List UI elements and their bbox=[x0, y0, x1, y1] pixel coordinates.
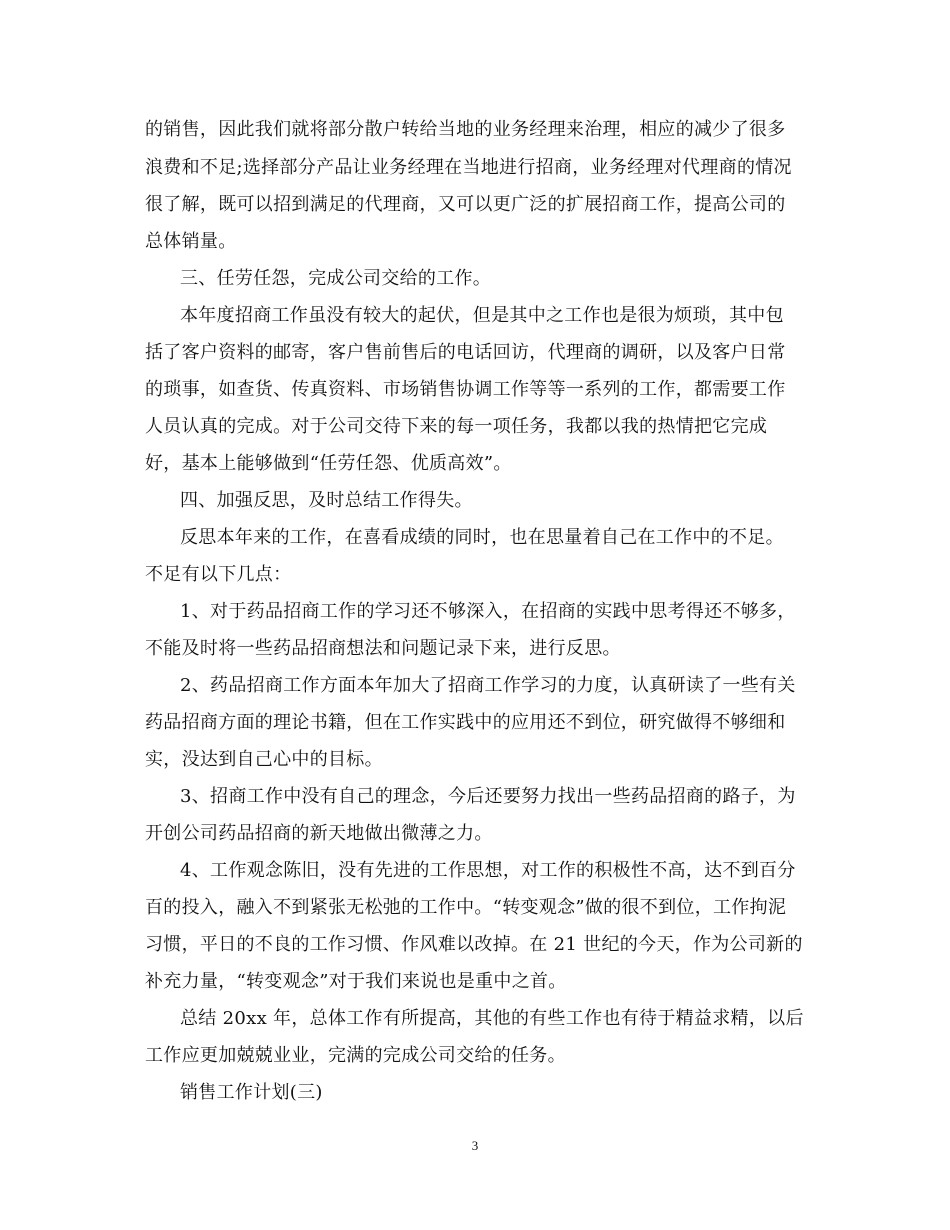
text-line: 人员认真的完成。对于公司交待下来的每一项任务，我都以我的热情把它完成 bbox=[145, 416, 768, 437]
text-line: 浪费和不足;选择部分产品让业务经理在当地进行招商，业务经理对代理商的情况 bbox=[145, 157, 792, 178]
text-line: 工作应更加兢兢业业，完满的完成公司交给的任务。 bbox=[145, 1045, 566, 1066]
text-line: 的琐事，如查货、传真资料、市场销售协调工作等等一系列的工作，都需要工作 bbox=[145, 379, 786, 400]
text-line: 反思本年来的工作，在喜看成绩的同时，也在思量着自己在工作中的不足。 bbox=[180, 527, 784, 548]
list-item-1: 1、对于药品招商工作的学习还不够深入，在招商的实践中思考得还不够多， bbox=[180, 601, 796, 622]
list-item-3: 3、招商工作中没有自己的理念，今后还要努力找出一些药品招商的路子，为 bbox=[180, 786, 796, 807]
text-line: 总结 20xx 年，总体工作有所提高，其他的有些工作也有待于精益求精，以后 bbox=[180, 1008, 804, 1029]
section-heading: 三、任劳任怨，完成公司交给的工作。 bbox=[180, 268, 492, 289]
text-line: 不能及时将一些药品招商想法和问题记录下来，进行反思。 bbox=[145, 638, 621, 659]
text-line: 习惯，平日的不良的工作习惯、作风难以改掉。在 21 世纪的今天，作为公司新的 bbox=[145, 934, 803, 955]
text-line: 括了客户资料的邮寄，客户售前售后的电话回访，代理商的调研，以及客户日常 bbox=[145, 342, 786, 363]
text-line: 的销售，因此我们就将部分散户转给当地的业务经理来治理，相应的减少了很多 bbox=[145, 119, 786, 140]
text-line: 本年度招商工作虽没有较大的起伏，但是其中之工作也是很为烦琐，其中包 bbox=[180, 305, 784, 326]
text-line: 实，没达到自己心中的目标。 bbox=[145, 749, 383, 770]
text-line: 总体销量。 bbox=[145, 231, 237, 252]
text-line: 不足有以下几点： bbox=[145, 564, 292, 585]
section-heading: 销售工作计划(三) bbox=[180, 1082, 323, 1103]
text-line: 百的投入，融入不到紧张无松弛的工作中。“转变观念”做的很不到位，工作拘泥 bbox=[145, 897, 787, 918]
text-line: 好，基本上能够做到“任劳任怨、优质高效”。 bbox=[145, 453, 512, 474]
section-heading: 四、加强反思，及时总结工作得失。 bbox=[180, 490, 473, 511]
list-item-2: 2、药品招商工作方面本年加大了招商工作学习的力度，认真研读了一些有关 bbox=[180, 675, 796, 696]
text-line: 药品招商方面的理论书籍，但在工作实践中的应用还不到位，研究做得不够细和 bbox=[145, 712, 786, 733]
text-line: 补充力量，“转变观念”对于我们来说也是重中之首。 bbox=[145, 971, 567, 992]
list-item-4: 4、工作观念陈旧，没有先进的工作思想，对工作的积极性不高，达不到百分 bbox=[180, 860, 796, 881]
text-line: 开创公司药品招商的新天地做出微薄之力。 bbox=[145, 823, 493, 844]
page-number: 3 bbox=[471, 1138, 479, 1153]
text-line: 很了解，既可以招到满足的代理商，又可以更广泛的扩展招商工作，提高公司的 bbox=[145, 194, 786, 215]
